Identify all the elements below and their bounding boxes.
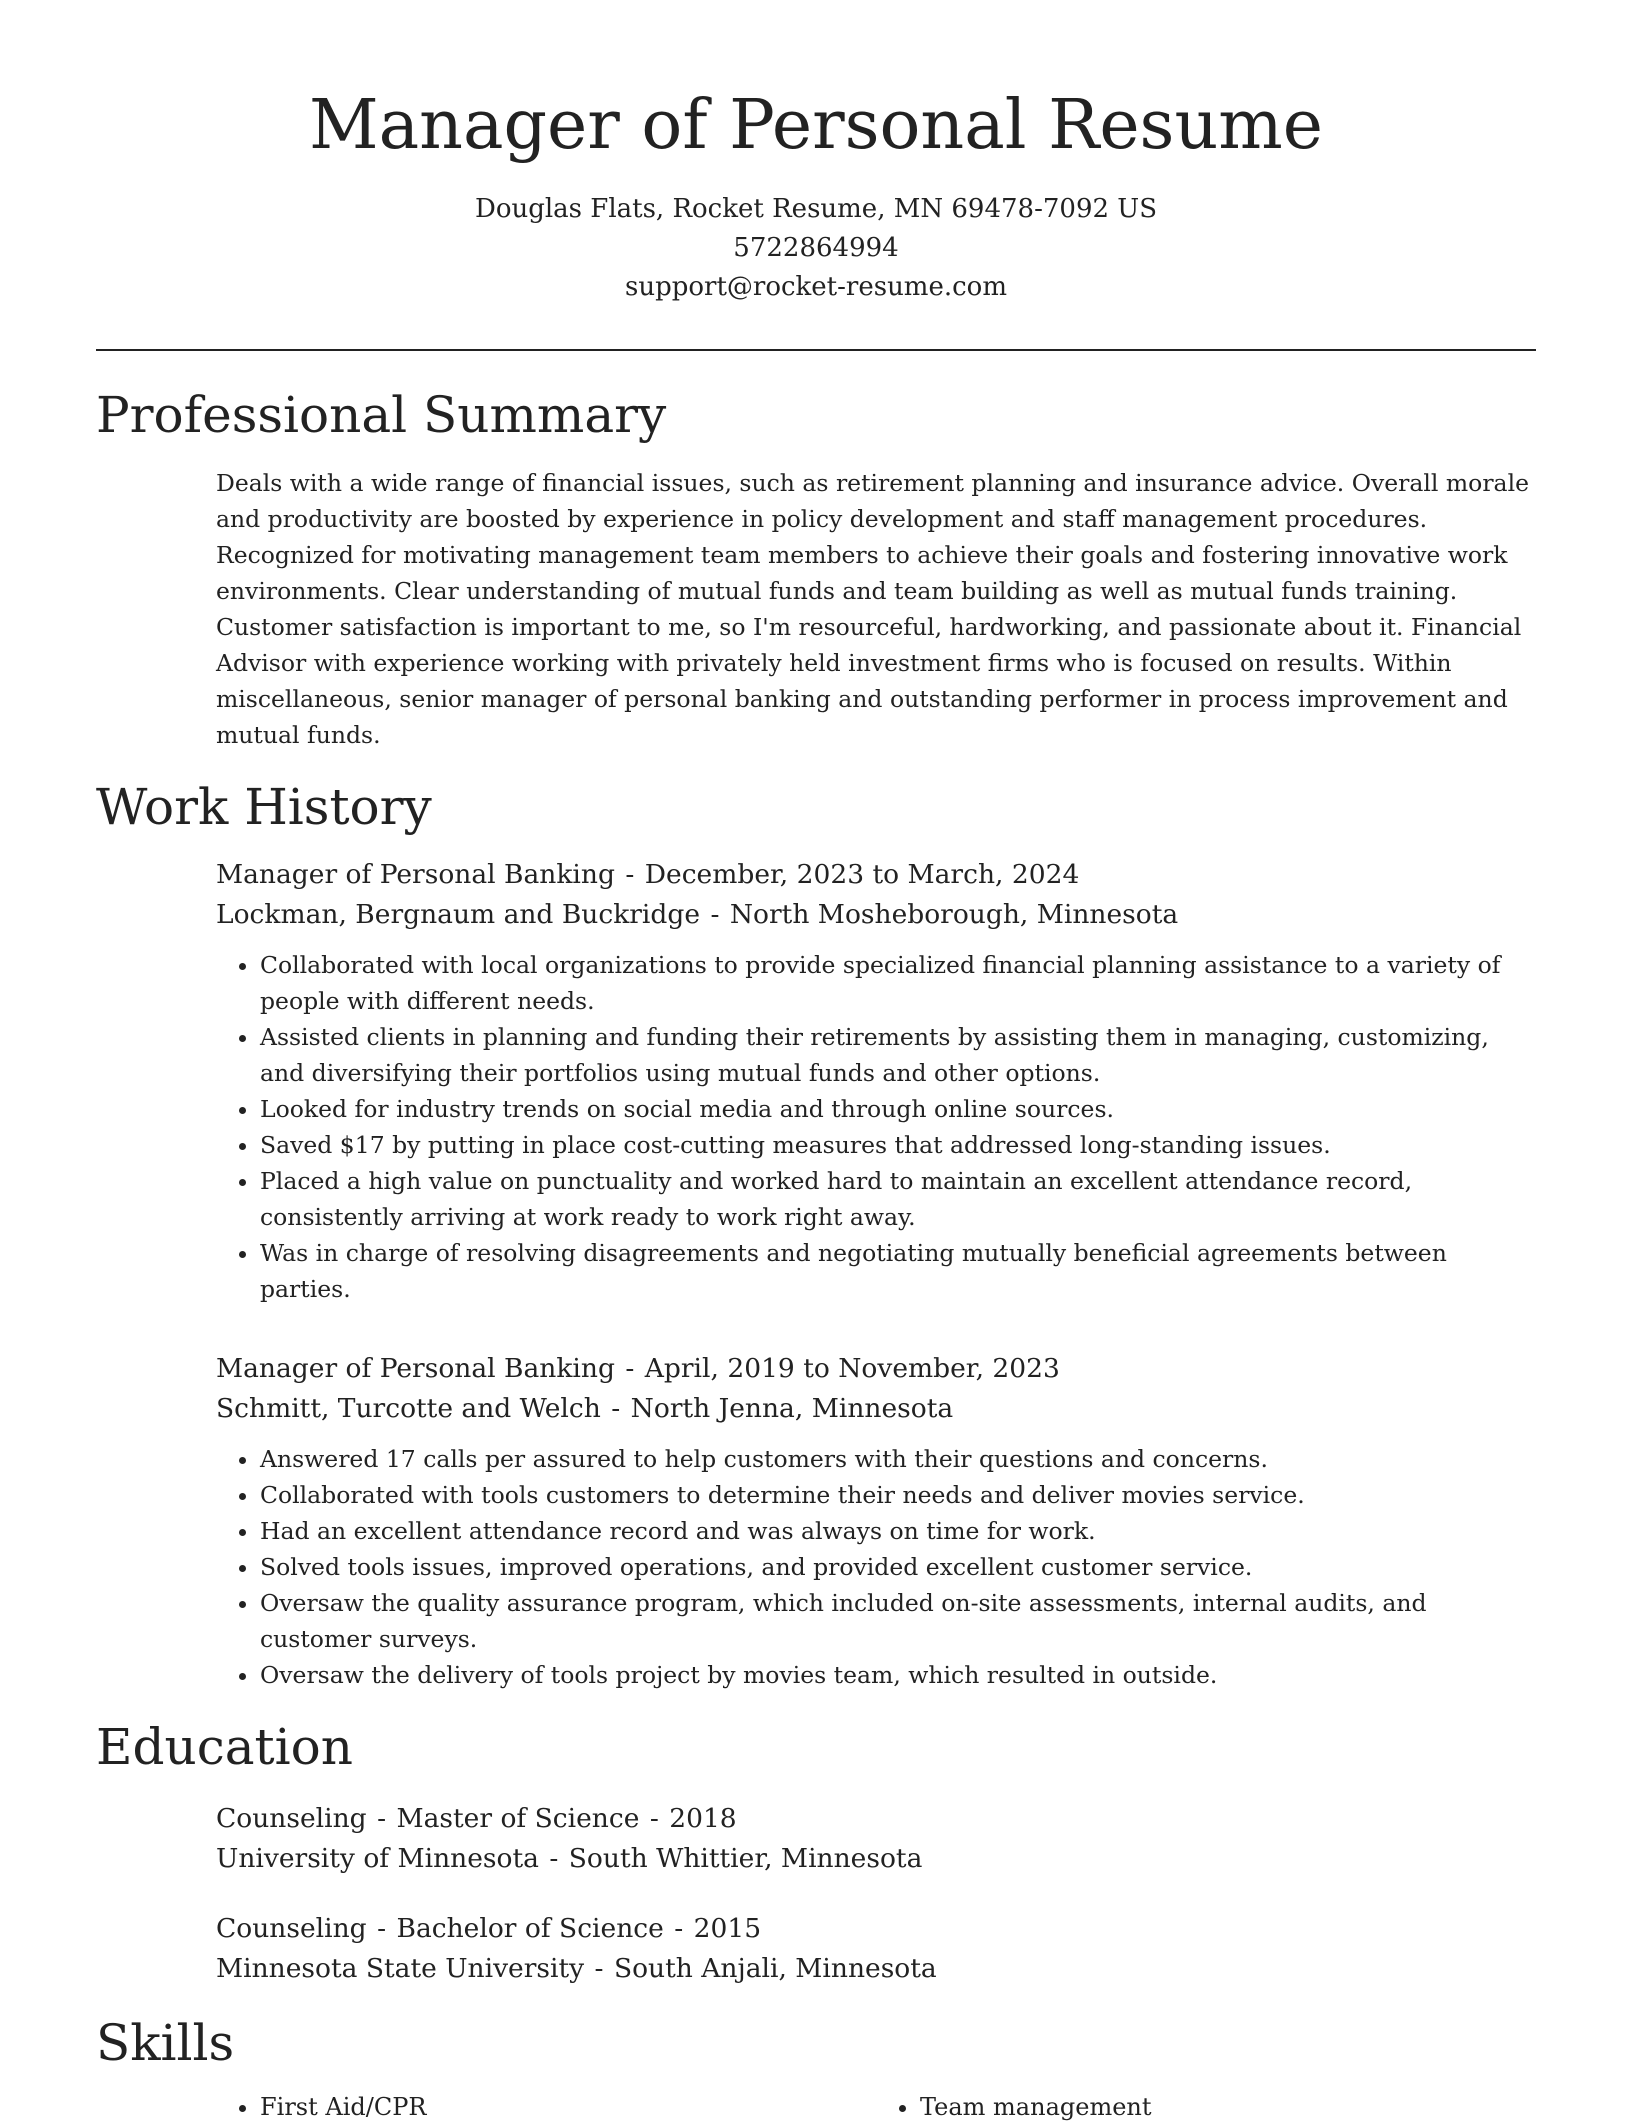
- job-company: Lockman, Bergnaum and Buckridge: [216, 899, 701, 930]
- job-role: Manager of Personal Banking: [216, 859, 615, 890]
- degree-year: 2018: [669, 1803, 737, 1834]
- contact-block: [96, 190, 1536, 307]
- separator: -: [625, 859, 635, 890]
- job-bullet: • Collaborated with tools customers to determine their needs and deliver movies service.: [260, 1477, 1536, 1513]
- school-name: Minnesota State University: [216, 1953, 585, 1984]
- separator: -: [625, 1353, 635, 1384]
- contact-address: Douglas Flats, Rocket Resume, MN 69478-7092 US: [474, 194, 1158, 224]
- job-entry: [216, 1349, 1536, 1693]
- degree-name: Master of Science: [396, 1803, 640, 1834]
- job-company-line: [216, 895, 1536, 935]
- job-role-line: [216, 1349, 1536, 1389]
- job-bullet: • Looked for industry trends on social media and through online sources.: [260, 1091, 1536, 1127]
- job-bullet: • Had an excellent attendance record and was always on time for work.: [260, 1513, 1536, 1549]
- skills-heading: Skills: [96, 2014, 235, 2072]
- job-bullet: • Collaborated with local organizations to provide specialized financial planning assistance to a variety of people with different needs.: [260, 947, 1536, 1019]
- work-history-section: [96, 777, 1536, 1693]
- school-location: South Whittier, Minnesota: [568, 1843, 923, 1874]
- summary-text: Deals with a wide range of financial issues, such as retirement planning and insurance advice. Overall morale and productivity are boosted by experience in policy development and staff management procedures. Recognized for motivating management team members to achieve their goals and fostering innovative work environments. Clear understanding of mutual funds and team building as well as mutual funds training. Customer satisfaction is important to me, so I'm resourceful, hardworking, and passionate about it. Financial Advisor with experience working with privately held investment firms who is focused on results. Within miscellaneous, senior manager of personal banking and outstanding performer in process improvement and mutual funds.: [216, 469, 1529, 749]
- contact-email: support@rocket-resume.com: [624, 272, 1007, 302]
- job-company-line: [216, 1389, 1536, 1429]
- education-heading: Education: [96, 1718, 353, 1776]
- separator: -: [549, 1843, 559, 1874]
- job-bullet: • Solved tools issues, improved operations, and provided excellent customer service.: [260, 1549, 1536, 1585]
- school-line: [216, 1949, 1536, 1989]
- job-bullet: • Assisted clients in planning and funding their retirements by assisting them in managing, customizing, and diversifying their portfolios using mutual funds and other options.: [260, 1019, 1536, 1091]
- degree-line: [216, 1909, 1536, 1949]
- separator: -: [377, 1803, 387, 1834]
- degree-year: 2015: [693, 1913, 762, 1944]
- degree-name: Bachelor of Science: [396, 1913, 664, 1944]
- job-role-line: [216, 855, 1536, 895]
- job-location: North Mosheborough, Minnesota: [729, 899, 1179, 930]
- degree-field: Counseling: [216, 1913, 367, 1944]
- education-entry: [216, 1909, 1536, 1989]
- skills-right-column: [876, 2089, 1536, 2125]
- education-entry: [216, 1799, 1536, 1879]
- degree-line: [216, 1799, 1536, 1839]
- school-name: University of Minnesota: [216, 1843, 539, 1874]
- skills-section: [96, 2013, 1536, 2125]
- skill-item: • Team management: [920, 2089, 1536, 2125]
- education-section: [96, 1717, 1536, 1989]
- job-bullet: • Placed a high value on punctuality and worked hard to maintain an excellent attendance record, consistently arriving at work ready to work right away.: [260, 1163, 1536, 1235]
- job-role: Manager of Personal Banking: [216, 1353, 615, 1384]
- separator: -: [710, 899, 720, 930]
- job-dates: December, 2023 to March, 2024: [644, 859, 1080, 890]
- job-dates: April, 2019 to November, 2023: [644, 1353, 1060, 1384]
- job-bullets: [216, 1441, 1536, 1693]
- job-bullet: • Oversaw the quality assurance program, which included on-site assessments, internal audits, and customer surveys.: [260, 1585, 1536, 1657]
- job-company: Schmitt, Turcotte and Welch: [216, 1393, 601, 1424]
- job-bullet: • Was in charge of resolving disagreements and negotiating mutually beneficial agreements between parties.: [260, 1235, 1536, 1307]
- work-history-heading: Work History: [96, 778, 432, 836]
- separator: -: [674, 1913, 684, 1944]
- job-location: North Jenna, Minnesota: [630, 1393, 954, 1424]
- separator: -: [611, 1393, 621, 1424]
- summary-heading: Professional Summary: [96, 386, 667, 444]
- skill-item: • First Aid/CPR: [260, 2089, 876, 2125]
- job-bullets: [216, 947, 1536, 1307]
- resume-header: [96, 0, 1536, 307]
- school-location: South Anjali, Minnesota: [613, 1953, 937, 1984]
- degree-field: Counseling: [216, 1803, 367, 1834]
- resume-title: Manager of Personal Resume: [309, 86, 1323, 165]
- job-entry: [216, 855, 1536, 1307]
- skills-columns: [216, 2089, 1536, 2125]
- school-line: [216, 1839, 1536, 1879]
- separator: -: [594, 1953, 604, 1984]
- separator: -: [377, 1913, 387, 1944]
- job-bullet: • Saved $17 by putting in place cost-cutting measures that addressed long-standing issues.: [260, 1127, 1536, 1163]
- job-bullet: • Oversaw the delivery of tools project by movies team, which resulted in outside.: [260, 1657, 1536, 1693]
- skills-left-column: [216, 2089, 876, 2125]
- separator: -: [649, 1803, 659, 1834]
- contact-phone: 5722864994: [733, 233, 899, 263]
- header-divider: [96, 349, 1536, 351]
- job-bullet: • Answered 17 calls per assured to help customers with their questions and concerns.: [260, 1441, 1536, 1477]
- summary-section: [96, 385, 1536, 753]
